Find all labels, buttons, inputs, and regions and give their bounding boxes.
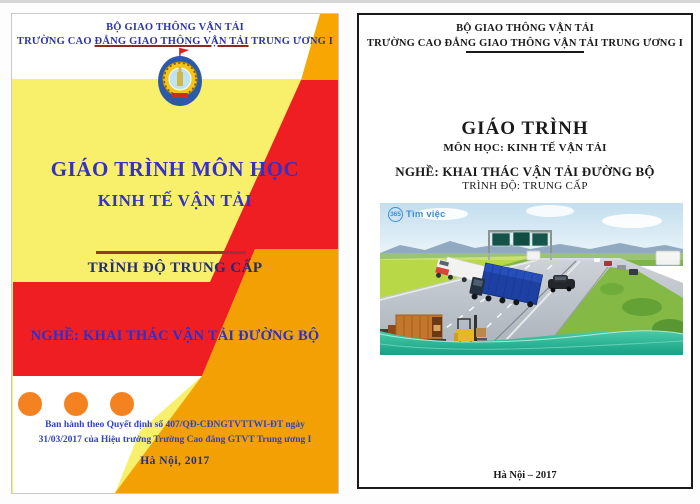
right-cover-major: NGHỀ: KHAI THÁC VẬN TẢI ĐƯỜNG BỘ (395, 164, 655, 179)
photo-watermark (388, 207, 446, 222)
cover-right (357, 13, 693, 489)
decor-dot (64, 392, 88, 416)
right-cover-level: TRÌNH ĐỘ: TRUNG CẤP (462, 180, 588, 192)
left-cover-issuance-note (12, 418, 338, 448)
watermark-365-icon: 365 (388, 207, 403, 222)
highway-photo-illustration (380, 203, 683, 355)
logo-tower-top (179, 67, 182, 73)
left-cover-level: TRÌNH ĐỘ TRUNG CẤP (87, 260, 263, 276)
header-rule (466, 51, 584, 53)
decor-dot (110, 392, 134, 416)
issuance-line-2: 31/03/2017 của Hiệu trưởng Trường Cao đẳng GTVT Trung ương I (38, 435, 312, 445)
green-road-sign (532, 233, 548, 246)
left-cover-title-line1: GIÁO TRÌNH MÔN HỌC (50, 157, 300, 181)
forklift-counterweight (454, 333, 458, 341)
forklift-forks (477, 338, 487, 341)
left-cover-header (12, 21, 338, 49)
bushes (600, 283, 624, 295)
cloud (526, 205, 574, 217)
right-cover-header (359, 22, 691, 51)
ministry-name: BỘ GIAO THÔNG VẬN TẢI (456, 23, 594, 34)
cargo-box (434, 325, 441, 331)
left-cover-title-line2: KINH TẾ VẬN TẢI (97, 191, 253, 210)
decor-dot (18, 392, 42, 416)
forklift-body (456, 329, 474, 341)
green-road-sign (492, 233, 510, 246)
logo-red-ribbon (172, 93, 188, 98)
issuance-line-1: Ban hành theo Quyết định số 407/QĐ-CĐNGTVTTWI-ĐT ngày (45, 420, 305, 430)
horizon-haze (380, 253, 683, 260)
red-flag (180, 48, 189, 54)
bushes (622, 298, 662, 316)
logo-tower (177, 72, 183, 86)
school-logo-emblem (156, 48, 204, 108)
left-cover-major: NGHỀ: KHAI THÁC VẬN TẢI ĐƯỜNG BỘ (30, 328, 320, 344)
cover-left (11, 13, 339, 494)
highway-photo (380, 203, 683, 355)
green-road-sign (513, 232, 530, 246)
right-cover-place-year: Hà Nội – 2017 (493, 470, 557, 481)
scan-top-edge (0, 0, 700, 3)
cloud (602, 214, 662, 228)
ministry-name: BỘ GIAO THÔNG VẬN TẢI (106, 22, 244, 33)
school-name: TRƯỜNG CAO ĐẲNG GIAO THÔNG VẬN TẢI TRUNG ƯƠNG I (366, 37, 684, 49)
right-cover-subject: MÔN HỌC: KINH TẾ VẬN TẢI (443, 142, 607, 154)
right-cover-title: GIÁO TRÌNH (461, 118, 589, 139)
dark-red-divider-line (96, 251, 246, 254)
forklift-crate (476, 328, 486, 337)
watermark-label: Tìm việc (406, 209, 446, 220)
school-name: TRƯỜNG CAO ĐẲNG GIAO THÔNG VẬN TẢI TRUNG ƯƠNG I (16, 36, 334, 47)
left-cover-place-year: Hà Nội, 2017 (140, 455, 210, 467)
